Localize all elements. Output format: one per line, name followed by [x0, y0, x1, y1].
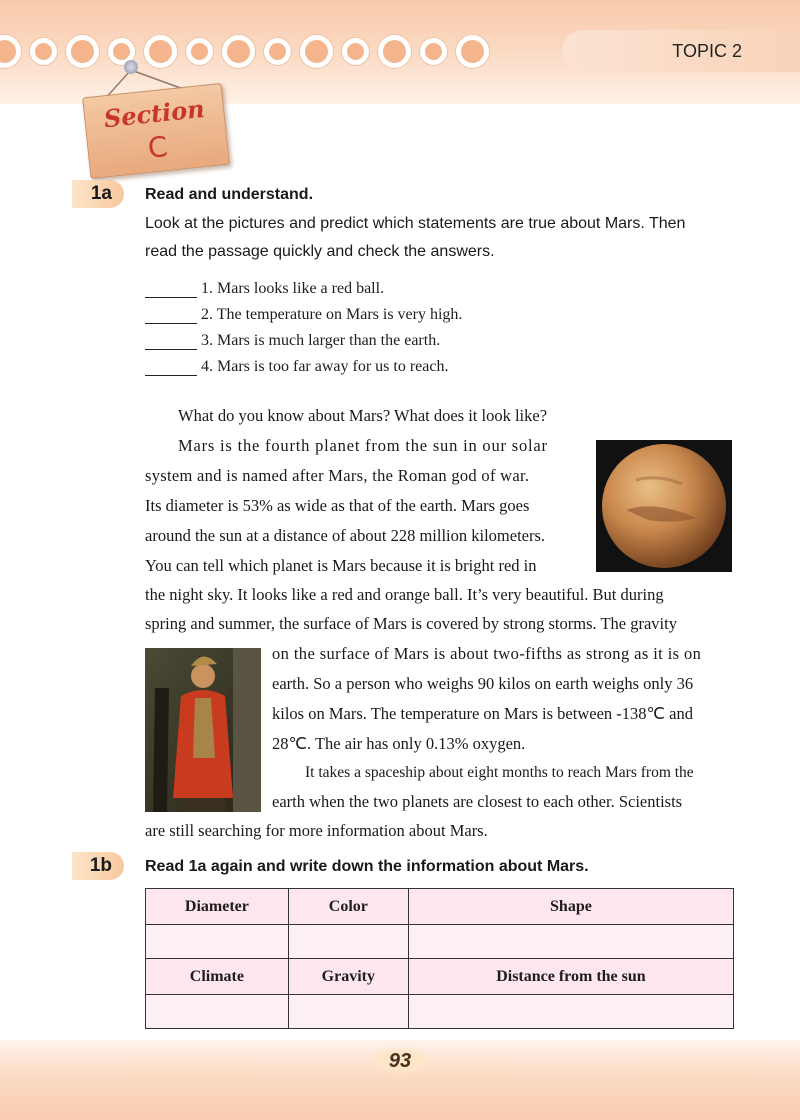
answer-cell[interactable] — [146, 925, 289, 959]
ring-icon — [30, 38, 57, 65]
mars-planet-image — [596, 440, 732, 572]
answer-blank[interactable] — [145, 357, 197, 376]
ring-icon — [66, 35, 99, 68]
instruction-line: Look at the pictures and predict which statements are true about Mars. Then — [145, 215, 686, 232]
passage-line: Its diameter is 53% as wide as that of the earth. Mars goes — [145, 496, 530, 515]
passage-line: 28℃. The air has only 0.13% oxygen. — [272, 734, 526, 753]
table-header-cell: Distance from the sun — [408, 959, 733, 995]
table-row — [146, 959, 734, 995]
passage-line: on the surface of Mars is about two-fifths as strong as it is on — [272, 644, 702, 663]
table-header-cell: Color — [288, 889, 408, 925]
binder-rings — [0, 34, 489, 74]
answer-cell[interactable] — [408, 995, 733, 1029]
table-header-cell: Climate — [146, 959, 289, 995]
ring-icon — [186, 38, 213, 65]
ring-icon — [300, 35, 333, 68]
list-item — [145, 324, 645, 350]
table-header-cell: Diameter — [146, 889, 289, 925]
list-item — [145, 350, 645, 376]
passage-line: spring and summer, the surface of Mars is covered by strong storms. The gravity — [145, 614, 677, 633]
answer-blank[interactable] — [145, 279, 197, 298]
passage-line: earth. So a person who weighs 90 kilos on earth weighs only 36 — [272, 674, 694, 693]
answer-cell[interactable] — [408, 925, 733, 959]
passage-line: the night sky. It looks like a red and orange ball. It’s very beautiful. But during — [145, 585, 664, 604]
ring-icon — [0, 35, 21, 68]
section-word: Section — [102, 93, 206, 134]
ring-icon — [222, 35, 255, 68]
answer-blank[interactable] — [145, 305, 197, 324]
statement-text: 3. Mars is much larger than the earth. — [201, 332, 441, 349]
topic-label: TOPIC 2 — [562, 30, 800, 72]
table-header-cell: Gravity — [288, 959, 408, 995]
task-instruction — [145, 210, 745, 266]
statement-text: 1. Mars looks like a red ball. — [201, 280, 385, 297]
task-title-1b: Read 1a again and write down the information about Mars. — [145, 858, 589, 875]
list-item — [145, 272, 645, 298]
pin-icon — [124, 60, 138, 74]
passage-line: kilos on Mars. The temperature on Mars is between -138℃ and — [272, 704, 693, 723]
answer-blank[interactable] — [145, 331, 197, 350]
table-row — [146, 889, 734, 925]
answer-cell[interactable] — [146, 995, 289, 1029]
page-number: 93 — [365, 1046, 435, 1076]
info-table — [145, 888, 734, 1029]
roman-god-mars-painting — [145, 648, 261, 812]
passage-line: What do you know about Mars? What does it look like? — [178, 406, 548, 425]
passage-line: are still searching for more information about Mars. — [145, 821, 488, 840]
task-badge-1b: 1b — [72, 852, 124, 880]
statement-list — [145, 272, 645, 376]
task-title-1a: Read and understand. — [145, 186, 314, 203]
ring-icon — [456, 35, 489, 68]
passage-line: It takes a spaceship about eight months to reach Mars from the — [305, 764, 694, 781]
section-letter: C — [146, 129, 170, 165]
table-row — [146, 925, 734, 959]
passage-line: system and is named after Mars, the Roman god of war. — [145, 466, 530, 485]
table-row — [146, 995, 734, 1029]
statement-text: 2. The temperature on Mars is very high. — [201, 306, 463, 323]
passage-line: around the sun at a distance of about 228 million kilometers. — [145, 526, 546, 545]
table-header-cell: Shape — [408, 889, 733, 925]
task-badge-1a: 1a — [72, 180, 124, 208]
section-sign — [82, 83, 230, 179]
ring-icon — [342, 38, 369, 65]
passage-line: Mars is the fourth planet from the sun in our solar — [178, 436, 548, 455]
ring-icon — [378, 35, 411, 68]
passage-line: earth when the two planets are closest to each other. Scientists — [272, 792, 683, 811]
passage-line: You can tell which planet is Mars because it is bright red in — [145, 556, 537, 575]
ring-icon — [264, 38, 291, 65]
answer-cell[interactable] — [288, 995, 408, 1029]
answer-cell[interactable] — [288, 925, 408, 959]
statement-text: 4. Mars is too far away for us to reach. — [201, 358, 449, 375]
list-item — [145, 298, 645, 324]
ring-icon — [420, 38, 447, 65]
instruction-line: read the passage quickly and check the answers. — [145, 243, 495, 260]
